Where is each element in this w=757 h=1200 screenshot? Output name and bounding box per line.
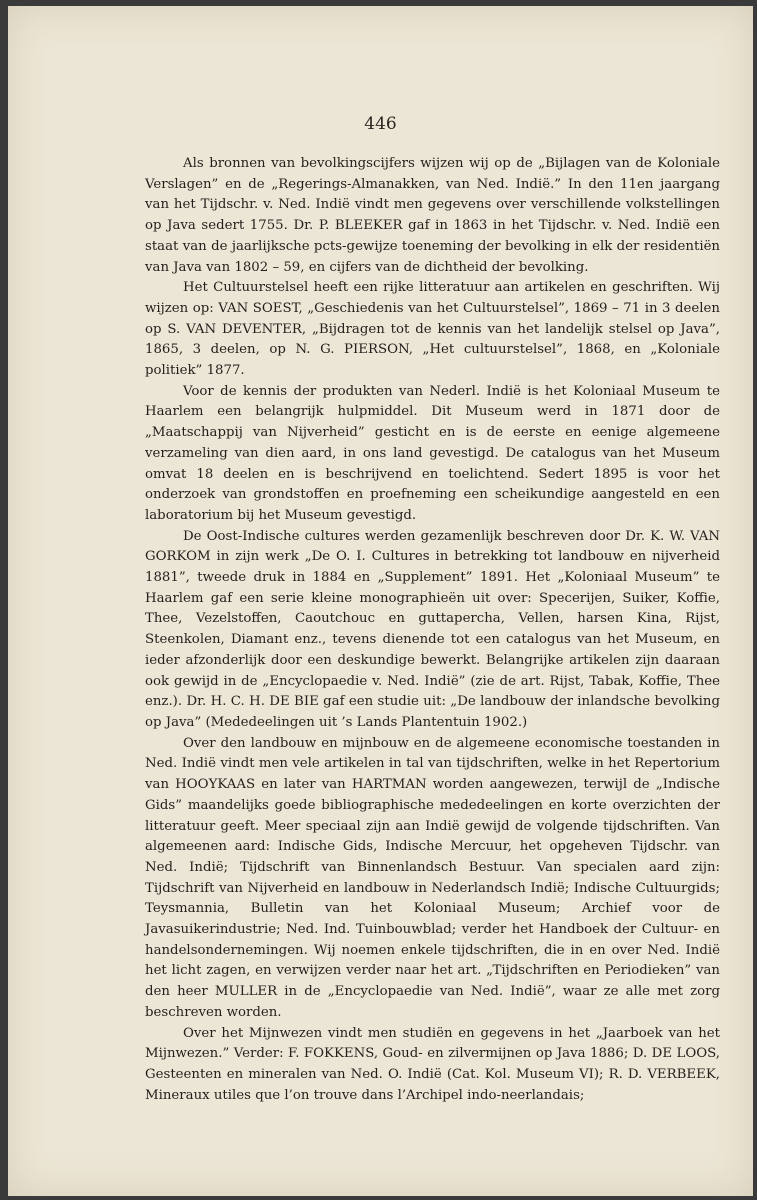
book-page — [8, 6, 753, 1196]
page-number: 446 — [364, 114, 397, 134]
paragraph-koloniaal-museum: Voor de kennis der produkten van Nederl. Indië is het Koloniaal Museum te Haarlem een belangrijk hulpmiddel. Dit Museum werd in 1871 door de „Maatschappij van Nijverheid” gesticht en is de eerste en eenige algemeene verzameling van dien aard, in ons land gevestigd. De catalogus van het Museum omvat 18 deelen en is beschrijvend en toelichtend. Sedert 1895 is voor het onderzoek van grondstoffen en proefneming een scheikundige aangesteld en een laboratorium bij het Museum gevestigd. — [145, 383, 720, 523]
paragraph-sources: Als bronnen van bevolkingscijfers wijzen wij op de „Bijlagen van de Koloniale Verslagen” en de „Regerings-Almanakken, van Ned. Indië.” In den 11en jaargang van het Tijdschr. v. Ned. Indië vindt men gegevens over verschillende volkstellingen op Java sedert 1755. Dr. P. BLEEKER gaf in 1863 in het Tijdschr. v. Ned. Indië een staat van de jaarlijksche pcts-gewijze toeneming der bevolking in elk der residentiën van Java van 1802 – 59, en cijfers van de dichtheid der bevolking. — [145, 156, 720, 275]
body-text — [145, 154, 720, 1106]
paragraph-cultuurstelsel: Het Cultuurstelsel heeft een rijke litteratuur aan artikelen en geschriften. Wij wijzen op: VAN SOEST, „Geschiedenis van het Cultuurstelsel”, 1869 – 71 in 3 deelen op S. VAN DEVENTER, „Bijdragen tot de kennis van het landelijk stelsel op Java”, 1865, 3 deelen, op N. G. PIERSON, „Het cultuurstelsel”, 1868, en „Koloniale politiek” 1877. — [145, 280, 720, 379]
paragraph-mijnwezen: Over het Mijnwezen vindt men studiën en gegevens in het „Jaarboek van het Mijnwezen.” Verder: F. FOKKENS, Goud- en zilvermijnen op Java 1886; D. DE LOOS, Gesteenten en mineralen van Ned. O. Indië (Cat. Kol. Museum VI); R. D. VERBEEK, Mineraux utiles que l’on trouve dans l’Archipel indo-neerlandais; — [145, 1025, 720, 1103]
paragraph-cultures: De Oost-Indische cultures werden gezamenlijk beschreven door Dr. K. W. VAN GORKOM in zijn werk „De O. I. Cultures in betrekking tot landbouw en nijverheid 1881”, tweede druk in 1884 en „Supplement” 1891. Het „Koloniaal Museum” te Haarlem gaf een serie kleine monographieën uit over: Specerijen, Suiker, Koffie, Thee, Vezelstoffen, Caoutchouc en guttapercha, Vellen, harsen Kina, Rijst, Steenkolen, Diamant enz., tevens dienende tot een catalogus van het Museum, en ieder afzonderlijk door een deskundige bewerkt. Belangrijke artikelen zijn daaraan ook gewijd in de „Encyclopaedie v. Ned. Indië” (zie de art. Rijst, Tabak, Koffie, Thee enz.). Dr. H. C. H. DE BIE gaf een studie uit: „De landbouw der inlandsche bevolking op Java” (Mededeelingen uit ’s Lands Plantentuin 1902.) — [145, 528, 720, 730]
paragraph-tijdschriften: Over den landbouw en mijnbouw en de algemeene economische toestanden in Ned. Indië vindt men vele artikelen in tal van tijdschriften, welke in het Repertorium van HOOYKAAS en later van HARTMAN worden aangewezen, terwijl de „Indische Gids” maandelijks goede bibliographische mededeelingen en korte overzichten der litteratuur geeft. Meer speciaal zijn aan Indië gewijd de volgende tijdschriften. Van algemeenen aard: Indische Gids, Indische Mercuur, het opgeheven Tijdschr. van Ned. Indië; Tijdschrift van Binnenlandsch Bestuur. Van specialen aard zijn: Tijdschrift van Nijverheid en landbouw in Nederlandsch Indië; Indische Cultuurgids; Teysmannia, Bulletin van het Koloniaal Museum; Archief voor de Javasuikerindustrie; Ned. Ind. Tuinbouwblad; verder het Handboek der Cultuur- en handelsondernemingen. Wij noemen enkele tijdschriften, die in en over Ned. Indië het licht zagen, en verwijzen verder naar het art. „Tijdschriften en Periodieken” van den heer MULLER in de „Encyclopaedie van Ned. Indië”, waar ze alle met zorg beschreven worden. — [145, 735, 720, 1020]
